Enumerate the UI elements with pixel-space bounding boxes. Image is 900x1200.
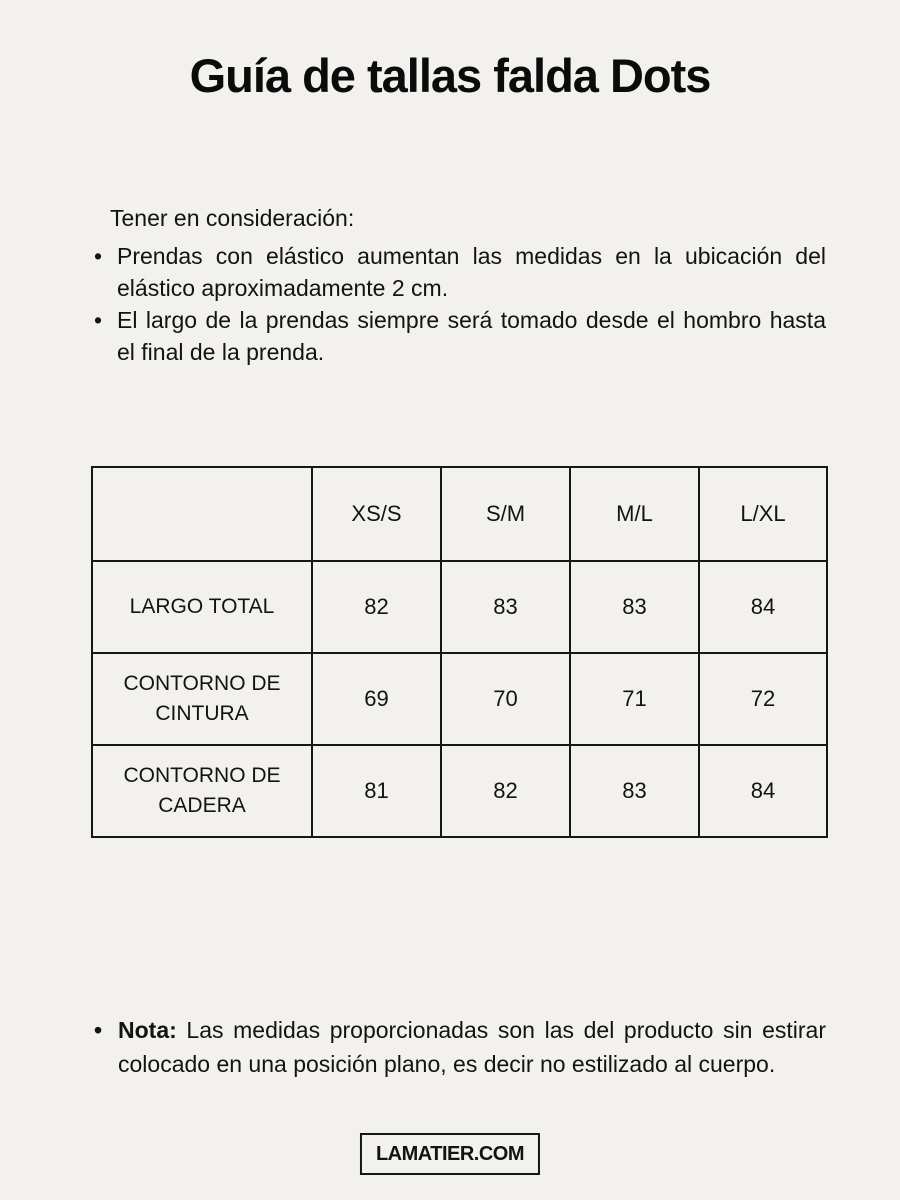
table-row	[92, 561, 827, 653]
measurement-label: LARGO TOTAL	[92, 561, 312, 653]
size-column-header: L/XL	[699, 467, 827, 561]
table-row	[92, 653, 827, 745]
measurement-value: 71	[570, 653, 699, 745]
brand-text: LAMATIER.COM	[375, 1143, 525, 1165]
size-table-corner-cell	[92, 467, 312, 561]
measurement-value: 69	[312, 653, 441, 745]
considerations-section	[92, 202, 826, 368]
measurement-value: 81	[312, 745, 441, 837]
note-label: Nota:	[118, 1017, 177, 1043]
page-title: Guía de tallas falda Dots	[189, 49, 711, 102]
measurement-value: 83	[441, 561, 570, 653]
measurement-value: 82	[312, 561, 441, 653]
size-column-header: XS/S	[312, 467, 441, 561]
considerations-heading: Tener en consideración:	[110, 205, 355, 231]
measurement-value: 83	[570, 561, 699, 653]
brand-badge	[360, 1133, 540, 1175]
measurement-value: 83	[570, 745, 699, 837]
consideration-item	[92, 240, 826, 304]
consideration-item-text: Prendas con elástico aumentan las medidas en la ubicación del elástico aproximadamente 2 cm.	[117, 243, 826, 301]
table-row	[92, 745, 827, 837]
note-body	[92, 1013, 826, 1081]
consideration-item-text: El largo de la prendas siempre será tomado desde el hombro hasta el final de la prenda.	[117, 307, 826, 365]
note-section	[92, 1013, 826, 1081]
measurement-value: 84	[699, 745, 827, 837]
measurement-value: 82	[441, 745, 570, 837]
considerations-list	[92, 240, 826, 368]
measurement-label: CONTORNO DE CINTURA	[92, 653, 312, 745]
measurement-label: CONTORNO DE CADERA	[92, 745, 312, 837]
consideration-item	[92, 304, 826, 368]
size-table	[91, 466, 828, 838]
note-text: Las medidas proporcionadas son las del producto sin estirar colocado en una posición plano, es decir no estilizado al cuerpo.	[118, 1017, 827, 1077]
measurement-value: 72	[699, 653, 827, 745]
size-column-header: M/L	[570, 467, 699, 561]
measurement-value: 70	[441, 653, 570, 745]
measurement-value: 84	[699, 561, 827, 653]
size-column-header: S/M	[441, 467, 570, 561]
size-table-header-row	[92, 467, 827, 561]
